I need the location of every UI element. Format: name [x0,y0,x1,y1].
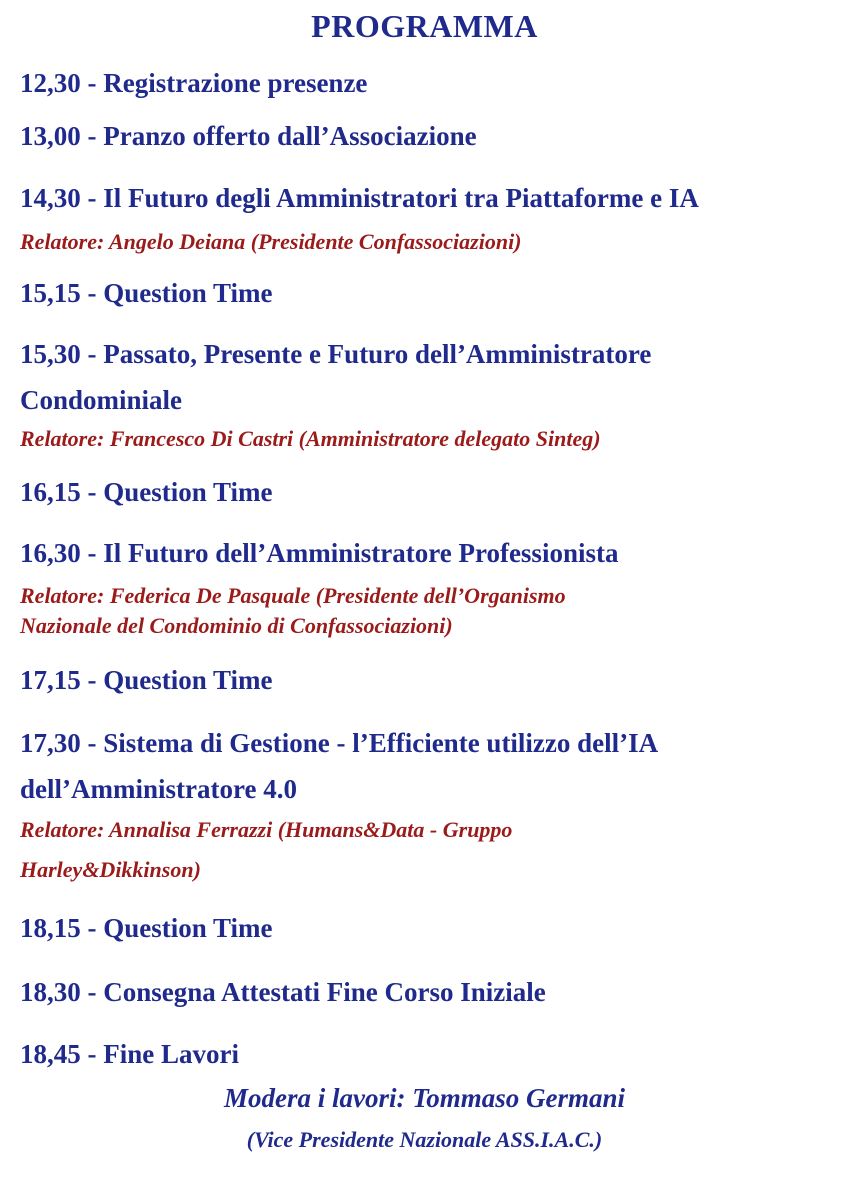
speaker-1730-line-1: Relatore: Annalisa Ferrazzi (Humans&Data - Gruppo [20,817,513,842]
speaker-1630-line-1: Relatore: Federica De Pasquale (Presidente dell’Organismo [20,583,566,608]
program-item-1430: 14,30 - Il Futuro degli Amministratori tra Piattaforme e IA [20,183,699,213]
program-item-1845: 18,45 - Fine Lavori [20,1039,239,1069]
program-item-1630: 16,30 - Il Futuro dell’Amministratore Professionista [20,538,619,568]
program-item-1730-line-1: 17,30 - Sistema di Gestione - l’Efficiente utilizzo dell’IA [20,728,659,758]
program-item-1715: 17,15 - Question Time [20,665,273,695]
moderator-line: Modera i lavori: Tommaso Germani [223,1083,626,1113]
program-item-1515: 15,15 - Question Time [20,278,273,308]
program-item-1530-line-1: 15,30 - Passato, Presente e Futuro dell’Amministratore [20,339,652,369]
program-item-1615: 16,15 - Question Time [20,477,273,507]
program-item-1230: 12,30 - Registrazione presenze [20,68,368,98]
page-title: PROGRAMMA [311,8,538,44]
speaker-1730 [20,810,512,890]
speaker-1730-line-2: Harley&Dikkinson) [20,857,201,882]
speaker-1530: Relatore: Francesco Di Castri (Amministratore delegato Sinteg) [20,426,601,451]
program-item-1830: 18,30 - Consegna Attestati Fine Corso Iniziale [20,977,546,1007]
program-item-1300: 13,00 - Pranzo offerto dall’Associazione [20,121,477,151]
program-item-1530 [20,331,651,423]
program-item-1530-line-2: Condominiale [20,385,183,415]
program-item-1815: 18,15 - Question Time [20,913,273,943]
moderator-role: (Vice Presidente Nazionale ASS.I.A.C.) [246,1127,603,1152]
program-item-1730 [20,720,658,812]
speaker-1430: Relatore: Angelo Deiana (Presidente Confassociazioni) [20,229,522,254]
program-item-1730-line-2: dell’Amministratore 4.0 [20,774,297,804]
speaker-1630 [20,581,566,641]
speaker-1630-line-2: Nazionale del Condominio di Confassociazioni) [20,613,453,638]
